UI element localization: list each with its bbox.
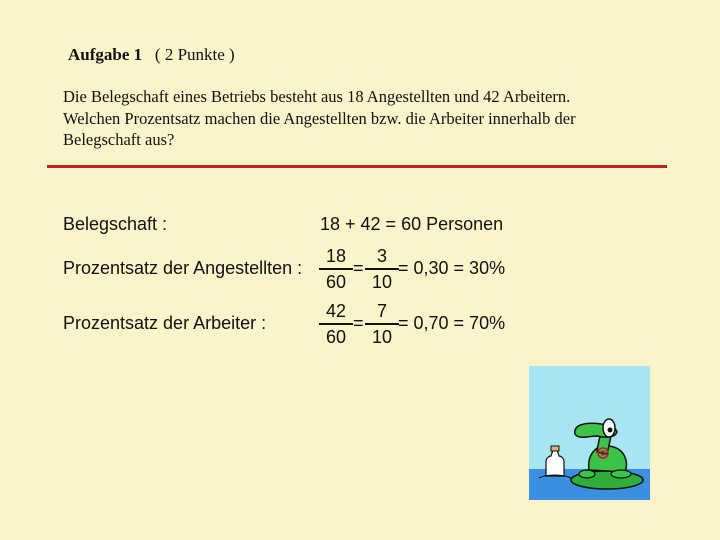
- angestellte-label: Prozentsatz der Angestellten :: [63, 258, 303, 278]
- arbeiter-fraction-2: [365, 301, 399, 347]
- fraction-numerator: 3: [376, 246, 387, 266]
- divider-rule: [47, 165, 667, 168]
- belegschaft-label: Belegschaft :: [63, 214, 168, 234]
- equals-sign: =: [353, 313, 364, 333]
- angestellte-fraction-1: [319, 246, 353, 292]
- arbeiter-result: = 0,70 = 70%: [398, 313, 506, 333]
- fraction-numerator: 18: [325, 246, 347, 266]
- angestellte-result: = 0,30 = 30%: [398, 258, 506, 278]
- equals-sign: =: [353, 258, 364, 278]
- angestellte-fraction-2: [365, 246, 399, 292]
- fraction-numerator: 7: [376, 301, 387, 321]
- task-title-main: Aufgabe 1: [68, 45, 143, 64]
- task-text-line-2: Welchen Prozentsatz machen die Angestellten bzw. die Arbeiter innerhalb der: [63, 108, 576, 128]
- task-text: [63, 86, 663, 151]
- task-text-line-1: Die Belegschaft eines Betriebs besteht aus 18 Angestellten und 42 Arbeitern.: [63, 87, 571, 106]
- fraction-numerator: 42: [325, 301, 347, 321]
- task-title: [68, 44, 235, 66]
- fraction-denominator: 10: [371, 326, 393, 347]
- fraction-bar: [319, 323, 353, 325]
- fraction-bar: [365, 268, 399, 270]
- task-text-line-3: Belegschaft aus?: [63, 130, 175, 149]
- frog-clipart: [529, 366, 650, 500]
- fraction-bar: [319, 268, 353, 270]
- fraction-denominator: 10: [371, 271, 393, 292]
- fraction-bar: [365, 323, 399, 325]
- task-title-points: ( 2 Punkte ): [154, 45, 235, 64]
- arbeiter-fraction-1: [319, 301, 353, 347]
- fraction-denominator: 60: [325, 271, 347, 292]
- fraction-denominator: 60: [325, 326, 347, 347]
- belegschaft-expression: 18 + 42 = 60 Personen: [320, 214, 504, 234]
- arbeiter-label: Prozentsatz der Arbeiter :: [63, 313, 267, 333]
